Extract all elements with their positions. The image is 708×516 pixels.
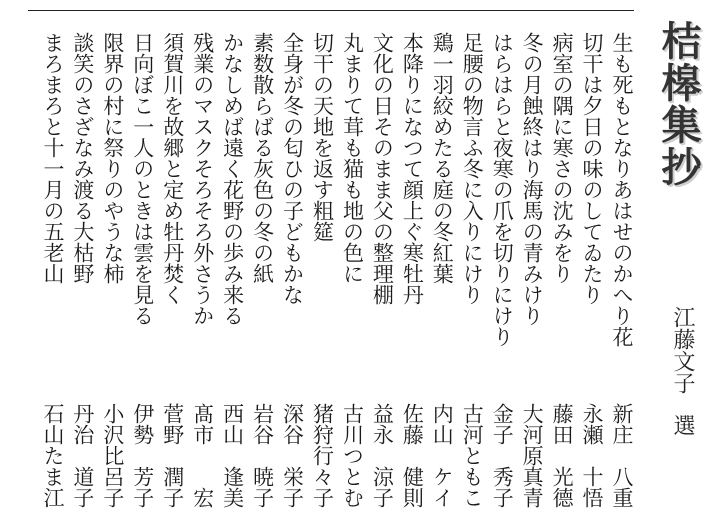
poem-column [38, 32, 68, 508]
poem-author: 新庄 八重 [610, 403, 634, 508]
poem-text: 限界の村に祭りのやうな柿 [100, 32, 125, 284]
poem-column [98, 32, 128, 508]
poem-text: 病室の隅に寒さの沈みをり [550, 32, 575, 284]
poem-text: 素数散らばる灰色の冬の紙 [250, 32, 275, 284]
selector-credit [670, 306, 694, 436]
poem-author: 猪狩行々子 [310, 403, 335, 508]
poem-column [308, 32, 338, 508]
poem-author: 内山 ケイ [430, 403, 455, 508]
poem-text: 足腰の物言ふ冬に入りにけり [460, 32, 485, 305]
poem-column [248, 32, 278, 508]
poem-author: 西山 逢美 [220, 403, 245, 508]
poem-text: 本降りになつて顔上ぐ寒牡丹 [400, 32, 425, 305]
poem-text: かなしめば遠く花野の歩み来る [220, 32, 245, 326]
anthology-title: 桔槔集抄 [655, 20, 702, 188]
poem-text: 残業のマスクそろそろ外さうか [190, 32, 215, 326]
poem-column [457, 32, 487, 508]
poem-author: 髙市 宏 [190, 403, 215, 508]
poem-author: 深谷 栄子 [280, 403, 305, 508]
poem-text: 全身が冬の匂ひの子どもかな [280, 32, 305, 305]
poem-column [337, 32, 367, 508]
poem-column [607, 32, 637, 508]
poem-author: 伊勢 芳子 [130, 403, 155, 508]
poem-author: 古河ともこ [460, 403, 485, 508]
poem-column [68, 32, 98, 508]
poem-column [397, 32, 427, 508]
poem-text: 鶏一羽絞めたる庭の冬紅葉 [430, 32, 455, 284]
poem-column [218, 32, 248, 508]
poem-author: 金子 秀子 [490, 403, 515, 508]
poem-column [278, 32, 308, 508]
poem-author: 丹治 道子 [70, 403, 95, 508]
poem-column [427, 32, 457, 508]
poem-column [547, 32, 577, 508]
poem-column [577, 32, 607, 508]
poem-text: 文化の日そのまま父の整理棚 [370, 32, 395, 305]
poem-text: 日向ぼこ一人のときは雲を見る [130, 32, 155, 326]
poem-text: 丸まりて茸も猫も地の色に [340, 32, 365, 284]
poem-author: 岩谷 暁子 [250, 403, 275, 508]
poem-column [188, 32, 218, 508]
poem-text: 須賀川を故郷と定め牡丹焚く [160, 32, 185, 305]
poem-column [158, 32, 188, 508]
poem-author: 佐藤 健則 [400, 403, 425, 508]
top-rule [28, 10, 634, 11]
poem-text: 冬の月蝕終はり海馬の青みけり [520, 32, 545, 326]
poem-column [517, 32, 547, 508]
poem-column [487, 32, 517, 508]
poem-column [367, 32, 397, 508]
selector-name: 江藤文子 [670, 306, 695, 394]
poem-text: 談笑のさざなみ渡る大枯野 [70, 32, 95, 284]
poem-author: 大河原真青 [520, 403, 545, 508]
poem-author: 永瀬 十悟 [580, 403, 605, 508]
poem-text: 切干は夕日の味のしてゐたり [580, 32, 605, 305]
selector-suffix: 選 [670, 414, 695, 436]
poem-author: 小沢比呂子 [100, 403, 125, 508]
poem-author: 古川つとむ [340, 403, 365, 508]
poem-text: 切干の天地を返す粗筵 [310, 32, 335, 242]
poem-text: 生も死もとなりあはせのかへり花 [610, 32, 634, 347]
poem-author: 菅野 潤子 [160, 403, 185, 508]
poem-column [128, 32, 158, 508]
poem-text: まろまろと十一月の五老山 [40, 32, 65, 284]
poem-author: 石山たま江 [40, 403, 65, 508]
poem-author: 藤田 光德 [550, 403, 575, 508]
poem-text: はらはらと夜寒の爪を切りにけり [490, 32, 515, 347]
poem-author: 益永 涼子 [370, 403, 395, 508]
